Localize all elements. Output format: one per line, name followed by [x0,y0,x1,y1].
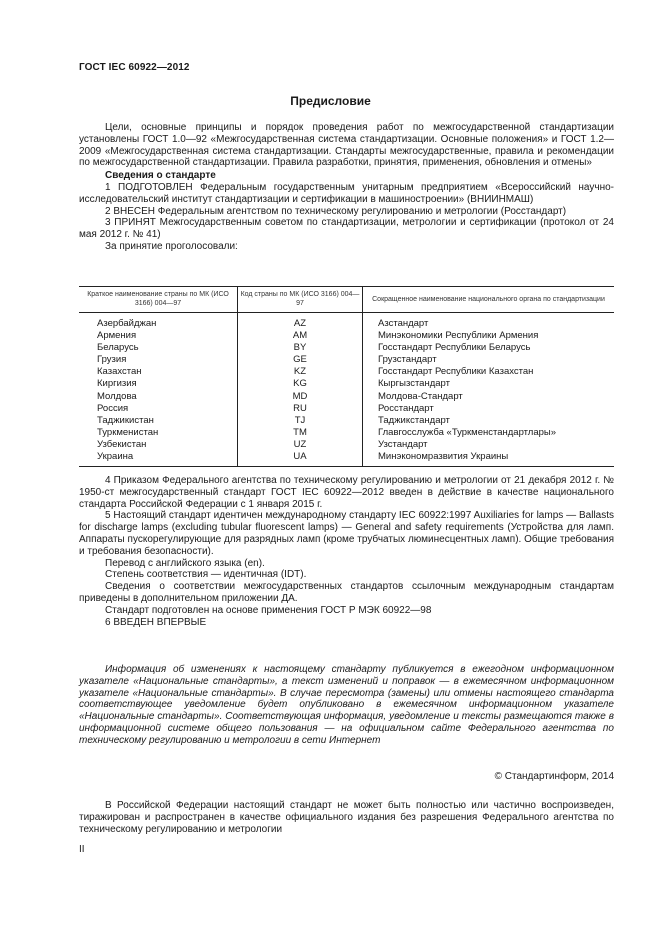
country-cell: Азербайджан [97,318,157,329]
code-cell: AM [238,330,363,342]
body-cell: Грузстандарт [363,354,615,366]
body-cell: Молдова-Стандарт [363,391,615,403]
table-row [79,415,614,427]
conformity-info: Сведения о соответствии межгосударственных стандартов ссылочным международным стандартам приведены в дополнительном приложении ДА. [79,581,614,604]
item-prepared: 1 ПОДГОТОВЛЕН Федеральным государственным унитарным предприятием «Всероссийский научно-исследовательский институт стандартизации и сертификации в машиностроении» (ВНИИНМАШ) [79,181,614,205]
item-introduced: 6 ВВЕДЕН ВПЕРВЫЕ [105,616,207,628]
country-cell: Украина [79,451,238,467]
code-cell: MD [238,391,363,403]
table-row [79,366,614,378]
table-row [79,342,614,354]
code-cell: RU [238,403,363,415]
header-body: Сокращенное наименование национального органа по стандартизации [363,287,615,313]
code-cell: UA [238,451,363,467]
body-cell: Азстандарт [363,313,615,331]
copyright: © Стандартинформ, 2014 [494,771,614,782]
page-title: Предисловие [290,94,371,108]
country-cell: Россия [97,402,129,414]
table-row [79,313,614,331]
table-row [79,439,614,451]
intro-paragraph: Цели, основные принципы и порядок проведения работ по межгосударственной стандартизации установлены ГОСТ 1.0—92 «Межгосударственная система стандартизации. Основные положения» и ГОСТ 1.2—2009 «Межгосударственная система стандартизации. Стандарты межгосударственные, правила и рекомендации по межгосударственной стандартизации. Правила разработки, принятия, применения, обновления и отмены» [79,122,614,169]
body-cell: Главгосслужба «Туркменстандартлары» [363,427,615,439]
code-cell: BY [238,342,363,354]
body-cell: Таджикстандарт [363,415,615,427]
country-cell: Армения [97,330,137,342]
code-cell: KG [238,378,363,390]
header-code: Код страны по МК (ИСО 3166) 004—97 [238,287,363,313]
item-adopted: 3 ПРИНЯТ Межгосударственным советом по стандартизации, метрологии и сертификации (протокол от 24 мая 2012 г. № 41) [79,217,614,241]
country-cell: Туркменистан [97,426,159,438]
changes-notice [79,664,614,747]
code-cell: GE [238,354,363,366]
document-header: ГОСТ IEC 60922—2012 [79,62,190,73]
legal-paragraph: В Российской Федерации настоящий стандарт не может быть полностью или частично воспроизведен, тиражирован и распространен в качестве официального издания без разрешения Федерального агентства по техническому регулированию и метрологии [79,800,614,835]
code-cell: AZ [238,313,363,331]
table-row [79,427,614,439]
country-cell: Молдова [97,390,137,402]
table-header-row [79,287,614,313]
country-cell: Беларусь [97,342,139,354]
voting-table [79,286,614,467]
section-heading: Сведения о стандарте [105,170,216,182]
prepared-basis: Стандарт подготовлен на основе применения ГОСТ Р МЭК 60922—98 [105,604,432,616]
country-cell: Узбекистан [97,438,147,450]
voted-label: За принятие проголосовали: [105,240,238,252]
item-submitted: 2 ВНЕСЕН Федеральным агентством по техническому регулированию и метрологии (Росстандарт) [105,205,567,217]
body-cell: Госстандарт Республики Казахстан [363,366,615,378]
notice-paragraph: Информация об изменениях к настоящему стандарту публикуется в ежегодном информационном указателе «Национальные стандарты», а текст изменений и поправок — в ежемесячном информационном указателе «Национальные стандарты». В случае пересмотра (замены) или отмены настоящего стандарта соответствующее уведомление будет опубликовано в ежемесячном информационном указателе «Национальные стандарты». Соответствующая информация, уведомление и тексты размещаются также в информационной системе общего пользования — на официальном сайте Федерального агентства по техническому регулированию и метрологии в сети Интернет [79,664,614,746]
body-cell: Госстандарт Республики Беларусь [363,342,615,354]
conformity-degree: Степень соответствия — идентичная (IDT). [105,569,307,581]
item-enacted: 4 Приказом Федерального агентства по техническому регулированию и метрологии от 21 декабря 2012 г. № 1950-ст межгосударственный стандарт ГОСТ IEC 60922—2012 введен в действие в качестве национального стандарта Российской Федерации с 1 января 2015 г. [79,475,614,510]
header-country: Краткое наименование страны по МК (ИСО 3166) 004—97 [79,287,238,313]
country-cell: Таджикистан [97,414,154,426]
translation-note: Перевод с английского языка (en). [105,557,265,569]
body-cell: Кыргызстандарт [363,378,615,390]
item-identical: 5 Настоящий стандарт идентичен международному стандарту IEC 60922:1997 Auxiliaries for lamps — Ballasts for discharge lamps (excluding tubular fluorescent lamps) — General and safety requirements (Устройства для ламп. Аппараты пускорегулирующие для разрядных ламп (кроме трубчатых люминесцентных ламп). Общие требования и требования безопасности). [79,510,614,557]
code-cell: TJ [238,415,363,427]
foreword-block [79,122,614,253]
code-cell: TM [238,427,363,439]
table-row [79,403,614,415]
table-row [79,354,614,366]
standard-details-block [79,475,614,628]
table-row [79,451,614,467]
legal-notice [79,800,614,835]
table-row [79,391,614,403]
country-cell: Казахстан [97,366,142,378]
code-cell: KZ [238,366,363,378]
body-cell: Росстандарт [363,403,615,415]
body-cell: Минэкономики Республики Армения [363,330,615,342]
page-number: II [79,844,85,855]
table-row [79,378,614,390]
table-row [79,330,614,342]
code-cell: UZ [238,439,363,451]
body-cell: Минэкономразвития Украины [363,451,615,467]
body-cell: Узстандарт [363,439,615,451]
country-cell: Киргизия [97,378,137,390]
country-cell: Грузия [97,354,127,366]
